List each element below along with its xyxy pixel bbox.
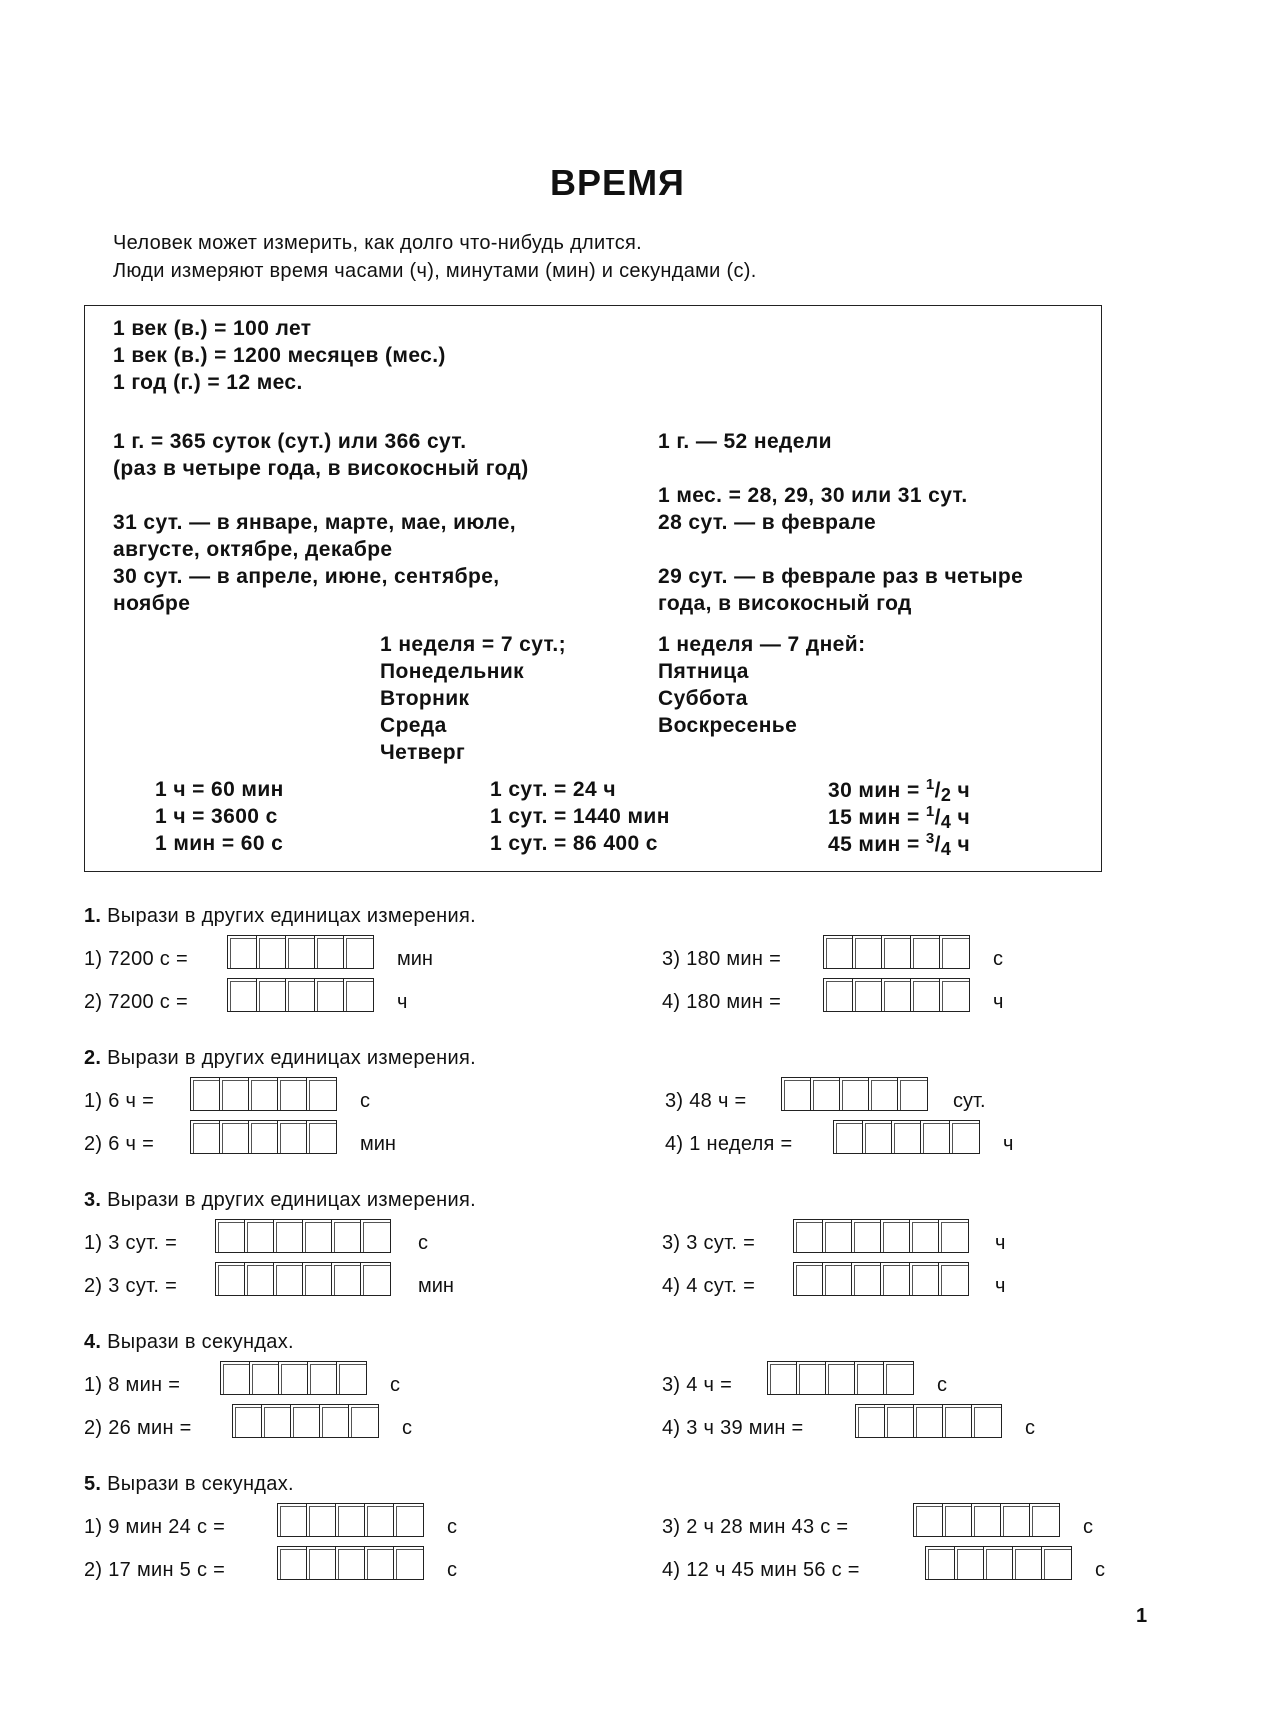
box-line: августе, октябре, декабре — [113, 538, 393, 561]
answer-input[interactable] — [913, 1503, 1060, 1537]
box-line: 1 мин = 60 с — [155, 832, 284, 855]
task-item-label: 3) 2 ч 28 мин 43 с = — [662, 1516, 849, 1538]
unit-label: с — [447, 1516, 457, 1538]
box-line: Среда — [380, 714, 447, 737]
task-item-label: 2) 3 сут. = — [84, 1275, 178, 1297]
unit-label: мин — [360, 1133, 396, 1155]
intro-line-2: Люди измеряют время часами (ч), минутами (мин) и секундами (с). — [113, 260, 757, 282]
task-title: 4. Вырази в секундах. — [84, 1331, 294, 1353]
task-item-label: 3) 48 ч = — [665, 1090, 747, 1112]
answer-input[interactable] — [220, 1361, 367, 1395]
task-item-label: 4) 4 сут. = — [662, 1275, 756, 1297]
answer-input[interactable] — [215, 1219, 391, 1253]
task-item-label: 4) 1 неделя = — [665, 1133, 793, 1155]
task-item-label: 1) 3 сут. = — [84, 1232, 178, 1254]
answer-input[interactable] — [190, 1120, 337, 1154]
task-item-label: 4) 3 ч 39 мин = — [662, 1417, 804, 1439]
answer-input[interactable] — [227, 978, 374, 1012]
box-line: 1 ч = 60 мин — [155, 778, 284, 801]
box-line: 1 г. = 365 суток (сут.) или 366 сут. — [113, 430, 467, 453]
fraction-line: 45 мин = $^3/_4$ ч — [828, 830, 971, 859]
task-item-label: 2) 17 мин 5 с = — [84, 1559, 226, 1581]
unit-label: с — [1083, 1516, 1093, 1538]
box-line: 1 век (в.) = 1200 месяцев (мес.) — [113, 344, 446, 367]
box-line: 1 сут. = 1440 мин — [490, 805, 670, 828]
unit-label: с — [390, 1374, 400, 1396]
box-line: Пятница — [658, 660, 749, 683]
task-item-label: 1) 9 мин 24 с = — [84, 1516, 226, 1538]
box-line: 1 г. — 52 недели — [658, 430, 832, 453]
box-line: (раз в четыре года, в високосный год) — [113, 457, 529, 480]
unit-label: мин — [418, 1275, 454, 1297]
task-item-label: 2) 6 ч = — [84, 1133, 155, 1155]
box-line: года, в високосный год — [658, 592, 912, 615]
unit-label: ч — [1003, 1133, 1014, 1155]
task-item-label: 3) 3 сут. = — [662, 1232, 756, 1254]
task-title: 1. Вырази в других единицах измерения. — [84, 905, 476, 927]
box-line: 1 неделя — 7 дней: — [658, 633, 866, 656]
box-line: 30 сут. — в апреле, июне, сентябре, — [113, 565, 500, 588]
box-line: 29 сут. — в феврале раз в четыре — [658, 565, 1024, 588]
answer-input[interactable] — [855, 1404, 1002, 1438]
unit-label: ч — [397, 991, 408, 1013]
box-line: Воскресенье — [658, 714, 798, 737]
answer-input[interactable] — [767, 1361, 914, 1395]
unit-label: с — [1025, 1417, 1035, 1439]
unit-label: с — [447, 1559, 457, 1581]
intro-line-1: Человек может измерить, как долго что-нибудь длится. — [113, 232, 643, 254]
box-line: 1 сут. = 24 ч — [490, 778, 616, 801]
box-line: 1 сут. = 86 400 с — [490, 832, 658, 855]
answer-input[interactable] — [190, 1077, 337, 1111]
answer-input[interactable] — [823, 935, 970, 969]
box-line: 1 год (г.) = 12 мес. — [113, 371, 303, 394]
answer-input[interactable] — [925, 1546, 1072, 1580]
box-line: Четверг — [380, 741, 466, 764]
answer-input[interactable] — [227, 935, 374, 969]
box-line: 1 ч = 3600 с — [155, 805, 278, 828]
box-line: Суббота — [658, 687, 748, 710]
box-line: 28 сут. — в феврале — [658, 511, 877, 534]
answer-input[interactable] — [215, 1262, 391, 1296]
task-item-label: 1) 6 ч = — [84, 1090, 155, 1112]
unit-label: сут. — [953, 1090, 986, 1112]
task-item-label: 3) 180 мин = — [662, 948, 782, 970]
answer-input[interactable] — [793, 1262, 969, 1296]
box-line: 31 сут. — в январе, марте, мае, июле, — [113, 511, 517, 534]
answer-input[interactable] — [277, 1546, 424, 1580]
answer-input[interactable] — [277, 1503, 424, 1537]
box-line: Вторник — [380, 687, 470, 710]
task-title: 3. Вырази в других единицах измерения. — [84, 1189, 476, 1211]
task-item-label: 1) 8 мин = — [84, 1374, 181, 1396]
fraction-line: 15 мин = $^1/_4$ ч — [828, 803, 971, 832]
unit-label: ч — [993, 991, 1004, 1013]
task-item-label: 3) 4 ч = — [662, 1374, 733, 1396]
answer-input[interactable] — [781, 1077, 928, 1111]
task-item-label: 2) 26 мин = — [84, 1417, 192, 1439]
unit-label: с — [937, 1374, 947, 1396]
box-line: 1 неделя = 7 сут.; — [380, 633, 567, 656]
task-item-label: 2) 7200 с = — [84, 991, 188, 1013]
task-item-label: 4) 180 мин = — [662, 991, 782, 1013]
answer-input[interactable] — [793, 1219, 969, 1253]
page-number: 1 — [1136, 1605, 1148, 1627]
page-title: ВРЕМЯ — [550, 162, 685, 203]
unit-label: с — [993, 948, 1003, 970]
unit-label: ч — [995, 1232, 1006, 1254]
box-line: ноябре — [113, 592, 191, 615]
box-line: 1 мес. = 28, 29, 30 или 31 сут. — [658, 484, 968, 507]
unit-label: ч — [995, 1275, 1006, 1297]
unit-label: с — [402, 1417, 412, 1439]
answer-input[interactable] — [823, 978, 970, 1012]
unit-label: с — [418, 1232, 428, 1254]
task-item-label: 4) 12 ч 45 мин 56 с = — [662, 1559, 860, 1581]
answer-input[interactable] — [232, 1404, 379, 1438]
box-line: 1 век (в.) = 100 лет — [113, 317, 312, 340]
task-title: 2. Вырази в других единицах измерения. — [84, 1047, 476, 1069]
answer-input[interactable] — [833, 1120, 980, 1154]
unit-label: с — [360, 1090, 370, 1112]
task-title: 5. Вырази в секундах. — [84, 1473, 294, 1495]
unit-label: с — [1095, 1559, 1105, 1581]
unit-label: мин — [397, 948, 433, 970]
box-line: Понедельник — [380, 660, 525, 683]
task-item-label: 1) 7200 с = — [84, 948, 188, 970]
fraction-line: 30 мин = $^1/_2$ ч — [828, 776, 971, 805]
